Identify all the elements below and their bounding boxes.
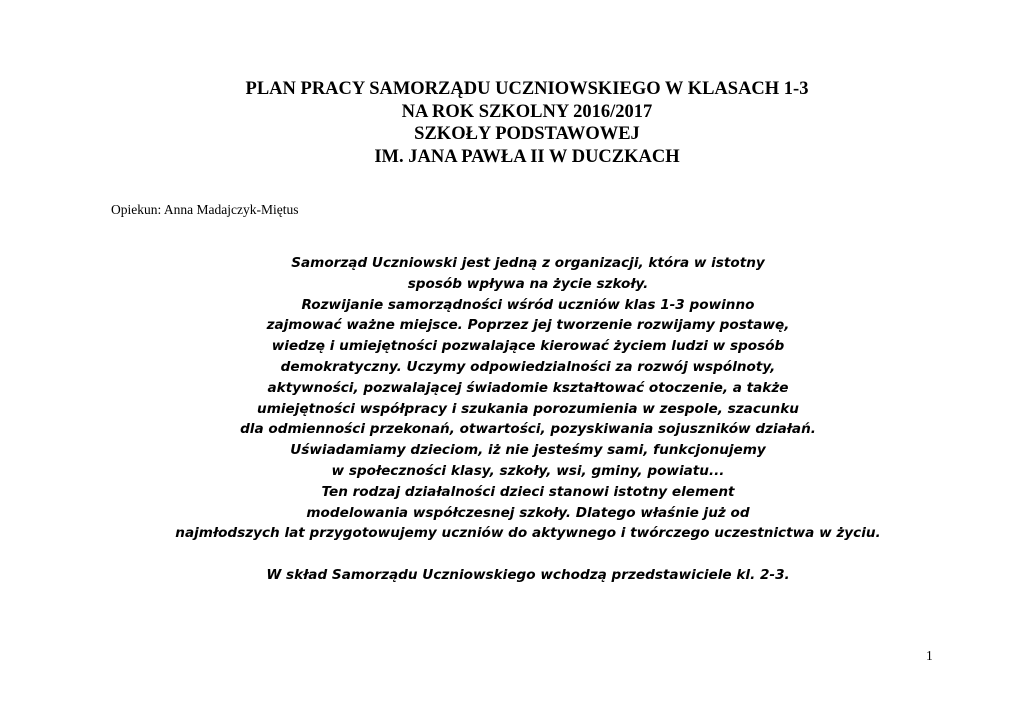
body-line: dla odmienności przekonań, otwartości, pozyskiwania sojuszników działań.	[240, 421, 816, 438]
body-line: sposób wpływa na życie szkoły.	[407, 275, 649, 292]
body-line: Ten rodzaj działalności dzieci stanowi istotny element	[321, 483, 735, 500]
guardian-line: Opiekun: Anna Madajczyk-Miętus	[111, 202, 299, 217]
title-line-2: NA ROK SZKOLNY 2016/2017	[401, 101, 653, 122]
body-line: Samorząd Uczniowski jest jedną z organizacji, która w istotny	[291, 255, 765, 271]
body-line: umiejętności współpracy i szukania porozumienia w zespole, szacunku	[257, 400, 799, 417]
body-line: w społeczności klasy, szkoły, wsi, gminy, powiatu...	[331, 462, 725, 479]
body-line: Uświadamiamy dzieciom, iż nie jesteśmy sami, funkcjonujemy	[290, 442, 766, 459]
body-line: modelowania współczesnej szkoły. Dlatego właśnie już od	[306, 504, 750, 521]
body-line: Rozwijanie samorządności wśród uczniów klas 1-3 powinno	[301, 296, 755, 313]
page-number: 1	[926, 648, 933, 663]
composition-statement: W skład Samorządu Uczniowskiego wchodzą przedstawiciele kl. 2-3.	[266, 567, 790, 583]
body-line: demokratyczny. Uczymy odpowiedzialności za rozwój wspólnoty,	[280, 358, 776, 375]
body-line: najmłodszych lat przygotowujemy uczniów do aktywnego i twórczego uczestnictwa w życiu.	[175, 525, 881, 542]
title-line-1: PLAN PRACY SAMORZĄDU UCZNIOWSKIEGO W KLASACH 1-3	[245, 79, 809, 99]
document-title	[0, 78, 1024, 168]
body-line: zajmować ważne miejsce. Poprzez jej tworzenie rozwijamy postawę,	[266, 317, 790, 334]
body-paragraph	[100, 253, 956, 544]
title-line-4: IM. JANA PAWŁA II W DUCZKACH	[374, 146, 680, 167]
body-line: wiedzę i umiejętności pozwalające kierować życiem ludzi w sposób	[271, 338, 785, 355]
title-line-3: SZKOŁY PODSTAWOWEJ	[414, 124, 640, 144]
body-line: aktywności, pozwalającej świadomie kształtować otoczenie, a także	[267, 379, 789, 396]
